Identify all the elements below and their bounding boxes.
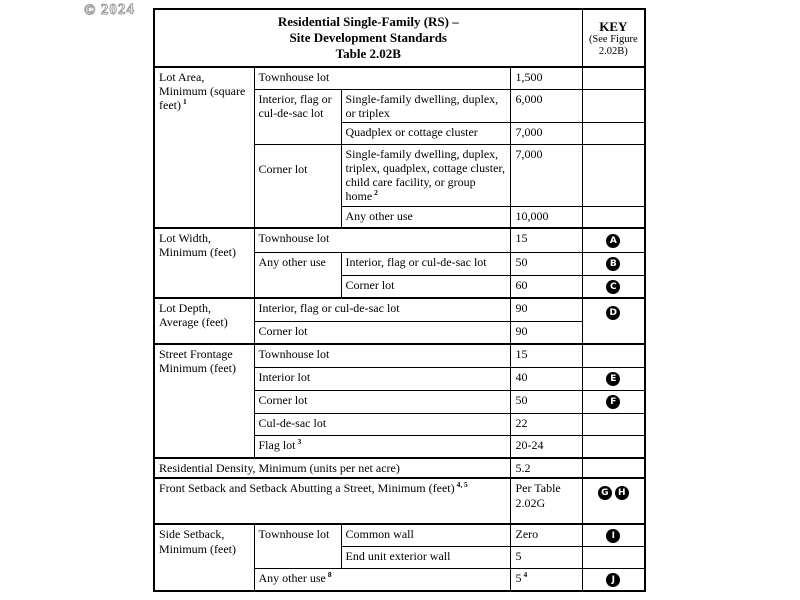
use-cell: Corner lot (341, 275, 510, 298)
value-cell: 22 (510, 413, 582, 435)
table-row (154, 228, 645, 252)
key-header-title: KEY (599, 18, 628, 34)
value-cell: 15 (510, 344, 582, 367)
lot-type-cell (254, 435, 510, 458)
value-cell: Per Table 2.02G (510, 478, 582, 524)
footnote-ref-2: 2 (374, 188, 378, 198)
lot-type-cell: Corner lot (254, 144, 341, 228)
section-label-lot-area (154, 67, 254, 228)
value-cell: 10,000 (510, 206, 582, 228)
site-development-standards-table (153, 8, 646, 592)
footnote-ref-1: 1 (182, 97, 187, 107)
key-badge-f: F (606, 395, 620, 409)
front-setback-label-text: Front Setback and Setback Abutting a Street, Minimum (feet) (159, 481, 455, 496)
key-cell-empty (582, 67, 645, 89)
key-cell (582, 275, 645, 298)
footnote-ref-3: 3 (297, 436, 302, 446)
key-cell (582, 478, 645, 524)
residential-density-label: Residential Density, Minimum (units per net acre) (154, 458, 510, 478)
key-cell-empty (582, 89, 645, 122)
use-text: Flag lot (258, 437, 296, 452)
section-label-street-frontage: Street Frontage Minimum (feet) (154, 344, 254, 458)
key-cell-empty (582, 546, 645, 568)
key-column-header (582, 9, 645, 67)
table-title-line-3: Table 2.02B (335, 46, 401, 62)
use-cell: Interior, flag or cul-de-sac lot (341, 252, 510, 275)
key-cell-empty (582, 344, 645, 367)
lot-type-cell: Interior, flag or cul-de-sac lot (254, 298, 510, 321)
lot-type-cell: Any other use (254, 252, 341, 298)
lot-area-label-text: Lot Area, Minimum (square feet) (159, 70, 246, 113)
key-badge-j: J (606, 573, 620, 587)
value-cell: 1,500 (510, 67, 582, 89)
table-title-cell (154, 9, 582, 67)
key-cell (582, 390, 645, 413)
lot-type-cell: Interior, flag or cul-de-sac lot (254, 89, 341, 144)
section-label-lot-width: Lot Width, Minimum (feet) (154, 228, 254, 298)
value-cell: 7,000 (510, 122, 582, 144)
value-text: 5 (515, 570, 522, 585)
value-cell (510, 568, 582, 591)
key-cell-empty (582, 206, 645, 228)
key-cell (582, 524, 645, 546)
table-title-line-1: Residential Single-Family (RS) – (277, 13, 459, 29)
use-cell: Any other use (341, 206, 510, 228)
key-badge-h: H (615, 486, 629, 500)
footnote-ref-8: 8 (327, 569, 332, 579)
table-row (154, 67, 645, 89)
value-cell: 5 (510, 546, 582, 568)
key-cell (582, 252, 645, 275)
use-cell: Quadplex or cottage cluster (341, 122, 510, 144)
footnote-ref-4: 4 (523, 569, 528, 579)
value-cell: 15 (510, 228, 582, 252)
key-cell-empty (582, 122, 645, 144)
lot-type-cell: Cul-de-sac lot (254, 413, 510, 435)
value-cell: 7,000 (510, 144, 582, 206)
use-text: Single-family dwelling, duplex, triplex, quadplex, cottage cluster, child care facility, or group home (345, 146, 505, 204)
value-cell: 6,000 (510, 89, 582, 122)
key-badge-i: I (606, 529, 620, 543)
table-row (154, 524, 645, 546)
value-cell: 60 (510, 275, 582, 298)
value-cell: 40 (510, 367, 582, 390)
lot-type-cell: Townhouse lot (254, 228, 510, 252)
use-cell: Common wall (341, 524, 510, 546)
front-setback-label (154, 478, 510, 524)
key-badge-a: A (606, 234, 620, 248)
value-cell: 50 (510, 252, 582, 275)
use-cell: End unit exterior wall (341, 546, 510, 568)
use-cell (341, 144, 510, 206)
use-text: Any other use (258, 570, 326, 585)
use-cell (254, 568, 510, 591)
value-cell: 90 (510, 298, 582, 321)
lot-type-cell: Interior lot (254, 367, 510, 390)
lot-type-cell: Townhouse lot (254, 67, 510, 89)
key-cell (582, 298, 645, 344)
key-badge-d: D (606, 306, 620, 320)
lot-type-cell: Corner lot (254, 321, 510, 344)
footnote-ref-4-5: 4, 5 (456, 480, 468, 490)
lot-type-cell: Corner lot (254, 390, 510, 413)
table-row (154, 458, 645, 478)
key-cell (582, 568, 645, 591)
key-cell (582, 228, 645, 252)
key-badge-b: B (606, 257, 620, 271)
section-label-lot-depth: Lot Depth, Average (feet) (154, 298, 254, 344)
lot-type-cell: Townhouse lot (254, 524, 341, 568)
key-cell-empty (582, 435, 645, 458)
table-row (154, 344, 645, 367)
key-cell (582, 367, 645, 390)
value-cell: 5.2 (510, 458, 582, 478)
use-cell: Single-family dwelling, duplex, or triplex (341, 89, 510, 122)
table-row (154, 298, 645, 321)
key-header-subtitle: (See Figure 2.02B) (588, 34, 638, 57)
value-cell: 90 (510, 321, 582, 344)
value-cell: 50 (510, 390, 582, 413)
section-label-side-setback: Side Setback, Minimum (feet) (154, 524, 254, 591)
lot-type-cell: Townhouse lot (254, 344, 510, 367)
table-row (154, 478, 645, 524)
key-cell-empty (582, 144, 645, 206)
key-badge-e: E (606, 372, 620, 386)
table-title-line-2: Site Development Standards (289, 29, 447, 45)
header-row (154, 9, 645, 67)
key-badge-c: C (606, 280, 620, 294)
value-cell: Zero (510, 524, 582, 546)
copyright-watermark: © 2024 (83, 1, 136, 19)
key-cell-empty (582, 458, 645, 478)
value-cell: 20-24 (510, 435, 582, 458)
key-cell-empty (582, 413, 645, 435)
key-badge-g: G (598, 486, 612, 500)
